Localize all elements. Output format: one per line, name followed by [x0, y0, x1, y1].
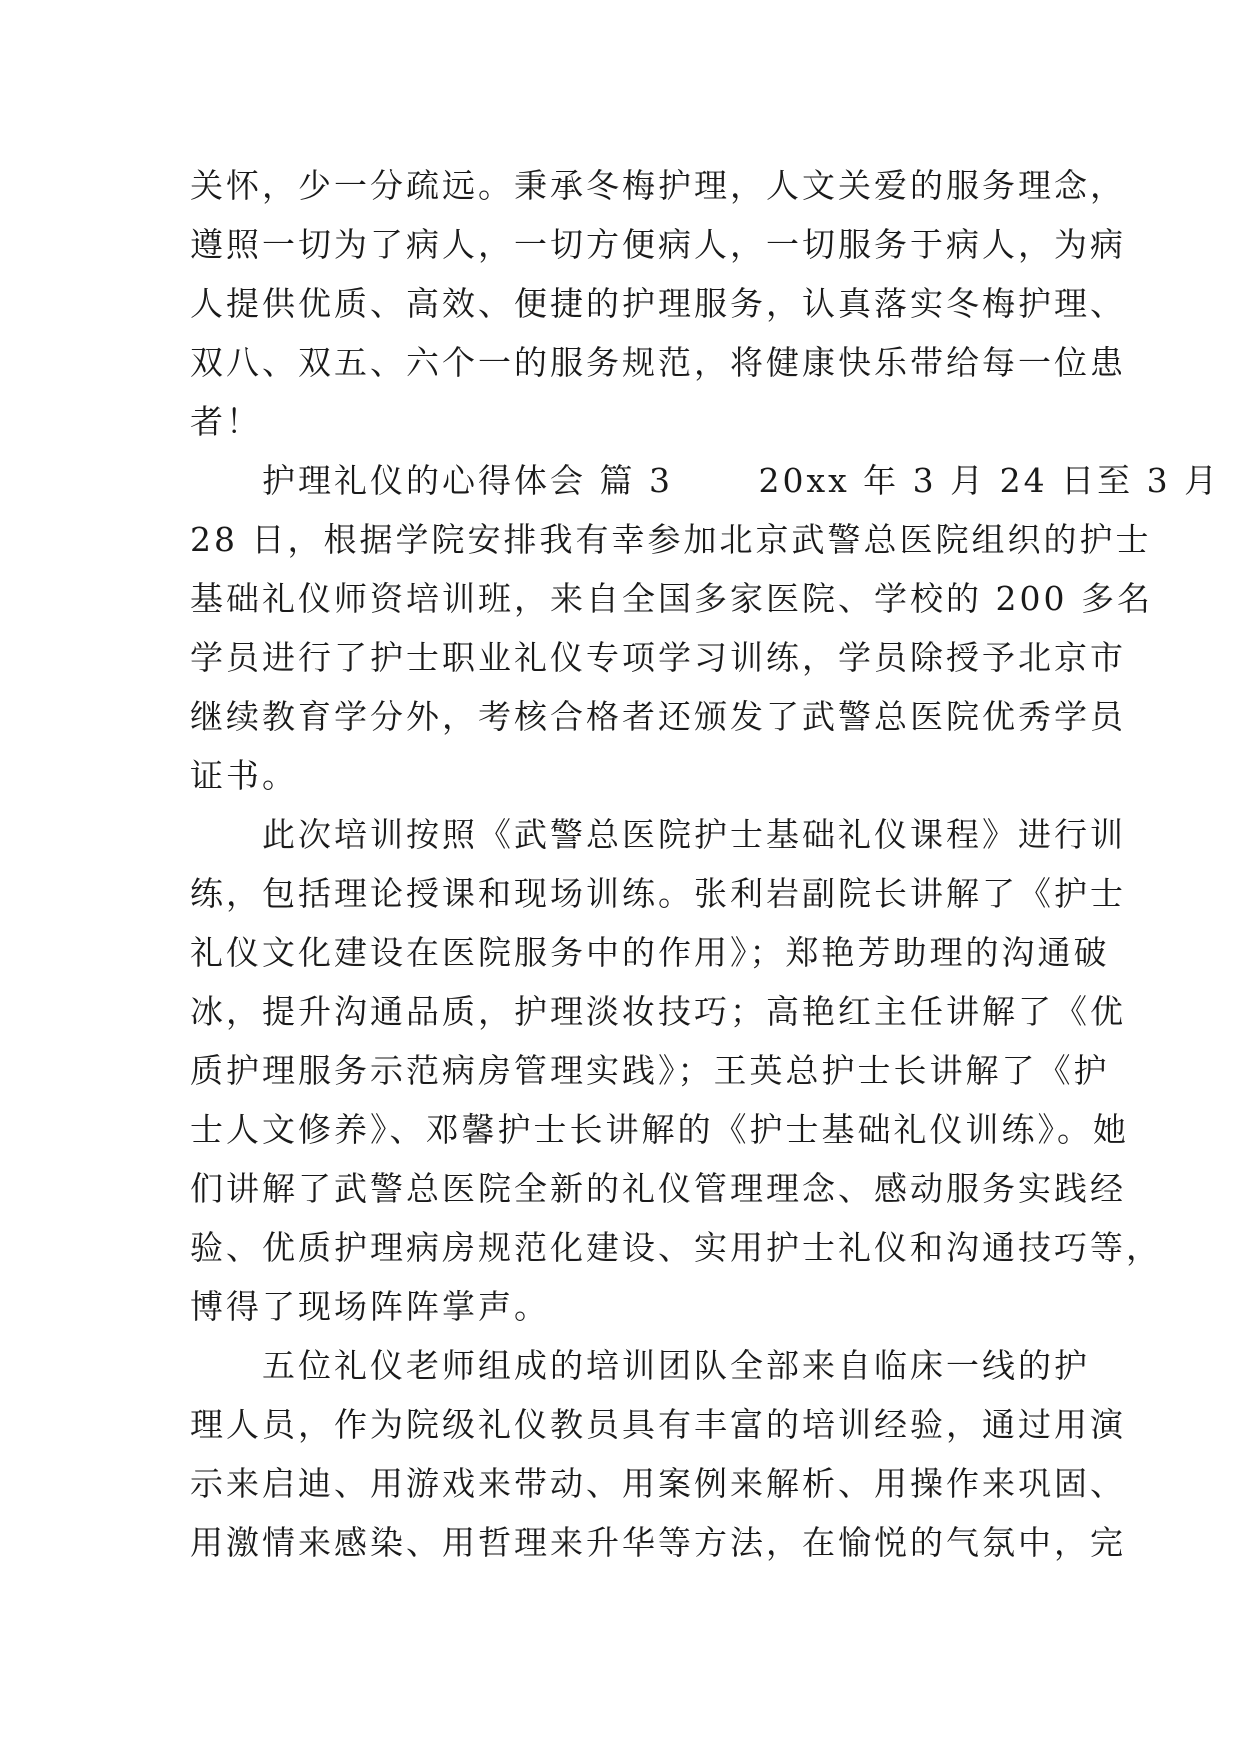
text-line: 人提供优质、高效、便捷的护理服务，认真落实冬梅护理、	[190, 284, 1126, 323]
text-line: 遵照一切为了病人，一切方便病人，一切服务于病人，为病	[190, 225, 1126, 264]
text-line: 用激情来感染、用哲理来升华等方法，在愉悦的气氛中，完	[190, 1523, 1126, 1562]
text-line: 五位礼仪老师组成的培训团队全部来自临床一线的护	[190, 1346, 1090, 1385]
text-line: 士人文修养》、邓馨护士长讲解的《护士基础礼仪训练》。她	[190, 1110, 1129, 1149]
text-line: 博得了现场阵阵掌声。	[190, 1287, 550, 1326]
text-line: 理人员，作为院级礼仪教员具有丰富的培训经验，通过用演	[190, 1405, 1126, 1444]
text-line: 冰，提升沟通品质，护理淡妆技巧；高艳红主任讲解了《优	[190, 992, 1126, 1031]
text-line: 者！	[190, 402, 262, 441]
text-line: 示来启迪、用游戏来带动、用案例来解析、用操作来巩固、	[190, 1464, 1126, 1503]
text-line: 继续教育学分外，考核合格者还颁发了武警总医院优秀学员	[190, 697, 1126, 736]
text-line: 礼仪文化建设在医院服务中的作用》；郑艳芳助理的沟通破	[190, 933, 1110, 972]
body-text	[190, 156, 1221, 1572]
text-line: 基础礼仪师资培训班，来自全国多家医院、学校的 200 多名	[190, 579, 1153, 618]
text-line: 们讲解了武警总医院全新的礼仪管理理念、感动服务实践经	[190, 1169, 1126, 1208]
text-line: 双八、双五、六个一的服务规范，将健康快乐带给每一位患	[190, 343, 1126, 382]
text-line: 证书。	[190, 756, 298, 795]
section-heading-line: 护理礼仪的心得体会 篇 3 20xx 年 3 月 24 日至 3 月	[190, 461, 1221, 500]
text-line: 质护理服务示范病房管理实践》；王英总护士长讲解了《护	[190, 1051, 1110, 1090]
text-line: 关怀，少一分疏远。秉承冬梅护理，人文关爱的服务理念，	[190, 166, 1126, 205]
text-line: 28 日，根据学院安排我有幸参加北京武警总医院组织的护士	[190, 520, 1152, 559]
text-line: 此次培训按照《武警总医院护士基础礼仪课程》进行训	[190, 815, 1126, 854]
text-line: 练，包括理论授课和现场训练。张利岩副院长讲解了《护士	[190, 874, 1126, 913]
text-line: 验、优质护理病房规范化建设、实用护士礼仪和沟通技巧等，	[190, 1228, 1162, 1267]
text-line: 学员进行了护士职业礼仪专项学习训练，学员除授予北京市	[190, 638, 1126, 677]
